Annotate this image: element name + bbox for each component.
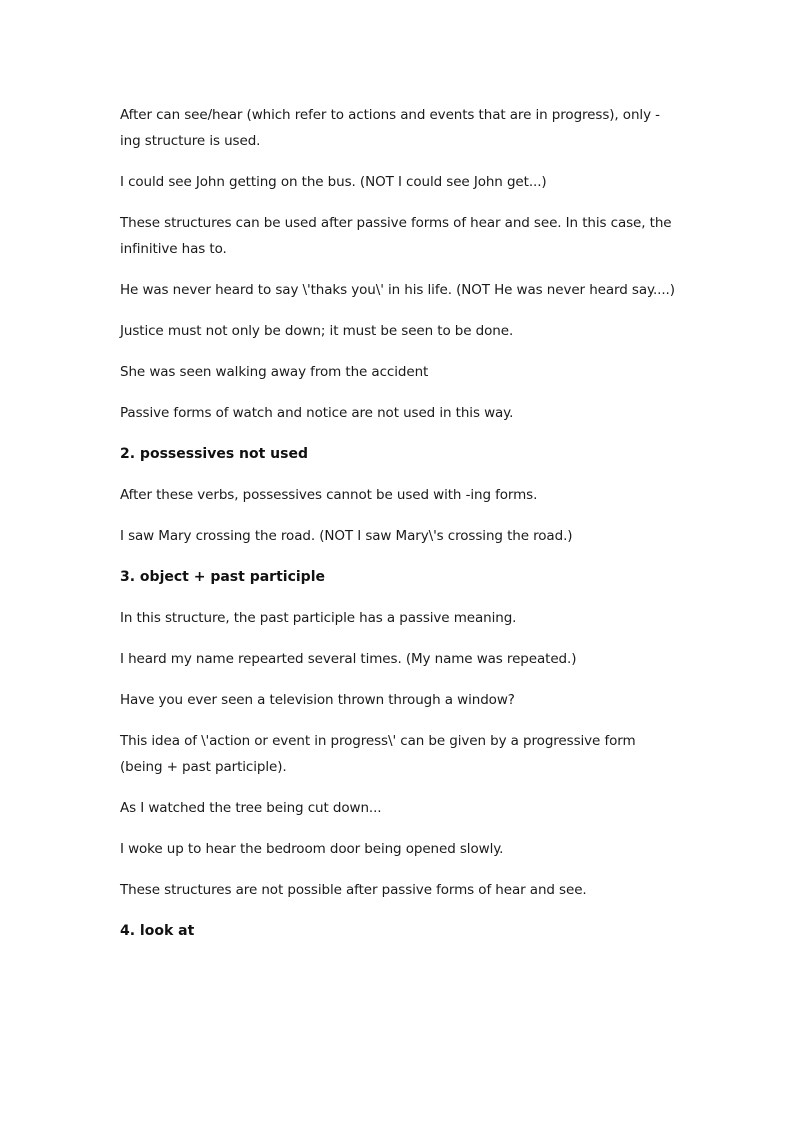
section-heading: 4. look at	[120, 923, 195, 939]
paragraph: Justice must not only be down; it must be seen to be done.	[120, 323, 514, 339]
document-body	[120, 102, 680, 959]
paragraph: I could see John getting on the bus. (NOT I could see John get...)	[120, 174, 547, 190]
paragraph: These structures are not possible after passive forms of hear and see.	[120, 882, 587, 898]
paragraph: Have you ever seen a television thrown through a window?	[120, 692, 515, 708]
paragraph: After these verbs, possessives cannot be used with -ing forms.	[120, 487, 538, 503]
paragraph: He was never heard to say \'thaks you\' in his life. (NOT He was never heard say....)	[120, 282, 675, 298]
paragraph: She was seen walking away from the accident	[120, 364, 429, 380]
paragraph: These structures can be used after passive forms of hear and see. In this case, the infinitive has to.	[120, 215, 672, 257]
paragraph: Passive forms of watch and notice are not used in this way.	[120, 405, 514, 421]
paragraph: This idea of \'action or event in progress\' can be given by a progressive form (being + past participle).	[120, 733, 636, 775]
paragraph: After can see/hear (which refer to actions and events that are in progress), only -ing structure is used.	[120, 107, 660, 149]
paragraph: I woke up to hear the bedroom door being opened slowly.	[120, 841, 504, 857]
section-heading: 3. object + past participle	[120, 569, 325, 585]
paragraph: I heard my name repearted several times. (My name was repeated.)	[120, 651, 577, 667]
paragraph: In this structure, the past participle has a passive meaning.	[120, 610, 517, 626]
section-heading: 2. possessives not used	[120, 446, 308, 462]
paragraph: I saw Mary crossing the road. (NOT I saw Mary\'s crossing the road.)	[120, 528, 573, 544]
paragraph: As I watched the tree being cut down...	[120, 800, 382, 816]
